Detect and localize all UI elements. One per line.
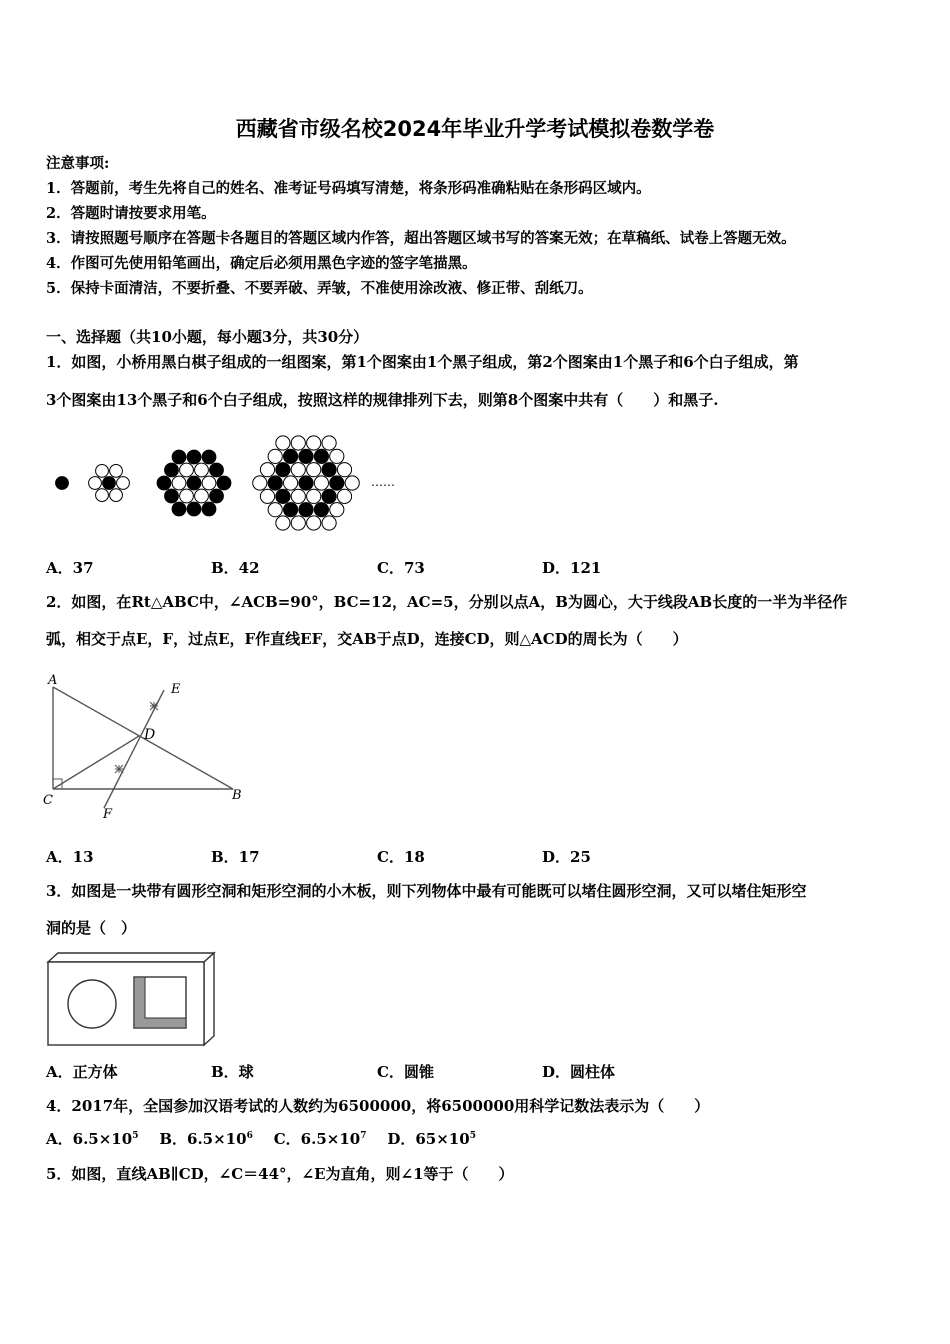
- white-stone: [195, 489, 209, 503]
- black-stone: [187, 502, 201, 516]
- white-stone: [314, 476, 328, 490]
- q1-option-b[interactable]: B．42: [211, 559, 260, 577]
- label-c: C: [43, 793, 53, 808]
- white-stone: [202, 476, 216, 490]
- q3-wooden-board-figure: [44, 950, 220, 1050]
- black-stone: [322, 463, 336, 477]
- note-item: 5．保持卡面清洁，不要折叠、不要弄破、弄皱，不准使用涂改液、修正带、刮纸刀。: [46, 280, 593, 297]
- white-stone: [291, 463, 305, 477]
- note-item: 4．作图可先使用铅笔画出，确定后必须用黑色字迹的签字笔描黑。: [46, 255, 477, 272]
- white-stone: [307, 463, 321, 477]
- note-item: 3．请按照题号顺序在答题卡各题目的答题区域内作答，超出答题区域书写的答案无效；在草稿纸、试卷上答题无效。: [46, 230, 796, 247]
- black-stone: [157, 476, 171, 490]
- label-d: D: [144, 727, 156, 743]
- black-stone: [284, 449, 298, 463]
- pattern-2: [89, 464, 130, 501]
- q2-text-line2: 弧，相交于点E，F，过点E，F作直线EF，交AB于点D，连接CD，则△ACD的周长为（ ）: [46, 630, 688, 648]
- white-stone: [268, 503, 282, 517]
- white-stone: [330, 503, 344, 517]
- black-stone: [202, 450, 216, 464]
- white-stone: [110, 489, 123, 502]
- pattern-1: [56, 477, 69, 490]
- white-stone: [195, 463, 209, 477]
- white-stone: [337, 463, 351, 477]
- black-stone: [268, 476, 282, 490]
- q4-option-d[interactable]: D．$65\times 10^5$: [387, 1130, 476, 1148]
- q1-option-a[interactable]: A．37: [46, 559, 94, 577]
- white-stone: [322, 436, 336, 450]
- note-item: 2．答题时请按要求用笔。: [46, 205, 216, 222]
- q4-text: 4．2017年，全国参加汉语考试的人数约为6500000，将6500000用科学记数法表示为（ ）: [46, 1097, 710, 1115]
- white-stone: [110, 464, 123, 477]
- white-stone: [268, 449, 282, 463]
- white-stone: [291, 489, 305, 503]
- white-stone: [276, 436, 290, 450]
- white-stone: [172, 476, 186, 490]
- q3-text-line2: 洞的是（ ）: [46, 919, 137, 937]
- q1-chess-pattern-figure: [40, 428, 410, 533]
- label-a: A: [48, 673, 58, 688]
- white-stone: [345, 476, 359, 490]
- black-stone: [172, 502, 186, 516]
- label-e: E: [171, 682, 181, 697]
- q1-ellipsis: ……: [371, 475, 395, 489]
- white-stone: [322, 516, 336, 530]
- q3-option-d[interactable]: D．圆柱体: [542, 1063, 616, 1081]
- q1-option-d[interactable]: D．121: [542, 559, 602, 577]
- black-stone: [172, 450, 186, 464]
- pattern-4: [253, 436, 360, 530]
- black-stone: [217, 476, 231, 490]
- black-stone: [202, 502, 216, 516]
- white-stone: [291, 516, 305, 530]
- white-stone: [284, 476, 298, 490]
- black-stone: [299, 449, 313, 463]
- q3-option-b[interactable]: B．球: [211, 1063, 254, 1081]
- black-stone: [56, 477, 69, 490]
- black-stone: [103, 477, 116, 490]
- black-stone: [187, 476, 201, 490]
- q3-option-a[interactable]: A．正方体: [46, 1063, 118, 1081]
- label-b: B: [232, 788, 242, 803]
- black-stone: [210, 489, 224, 503]
- q4-option-c[interactable]: C．$6.5\times 10^7$: [273, 1130, 367, 1148]
- page-title: 西藏省市级名校2024年毕业升学考试模拟卷数学卷: [235, 117, 715, 141]
- black-stone: [322, 489, 336, 503]
- white-stone: [307, 516, 321, 530]
- white-stone: [330, 449, 344, 463]
- white-stone: [96, 489, 109, 502]
- q2-option-d[interactable]: D．25: [542, 848, 591, 866]
- white-stone: [180, 463, 194, 477]
- white-stone: [260, 463, 274, 477]
- white-stone: [260, 489, 274, 503]
- q4-option-a[interactable]: A．$6.5\times 10^5$: [46, 1130, 139, 1148]
- note-item: 1．答题前，考生先将自己的姓名、准考证号码填写清楚，将条形码准确粘贴在条形码区域内。: [46, 180, 651, 197]
- q1-text-line1: 1．如图，小桥用黑白棋子组成的一组图案，第1个图案由1个黑子组成，第2个图案由1个黑子和6个白子组成，第: [46, 353, 799, 371]
- notes-heading: 注意事项:: [46, 155, 110, 172]
- black-stone: [165, 463, 179, 477]
- white-stone: [276, 516, 290, 530]
- white-stone: [307, 489, 321, 503]
- black-stone: [276, 463, 290, 477]
- black-stone: [210, 463, 224, 477]
- q3-text-line1: 3．如图是一块带有圆形空洞和矩形空洞的小木板，则下列物体中最有可能既可以堵住圆形空洞，又可以堵住矩形空: [46, 882, 807, 900]
- q2-triangle-figure: [40, 668, 260, 828]
- black-stone: [187, 450, 201, 464]
- white-stone: [307, 436, 321, 450]
- black-stone: [165, 489, 179, 503]
- q5-text: 5．如图，直线AB∥CD，∠C＝44°，∠E为直角，则∠1等于（ ）: [46, 1165, 514, 1183]
- circular-hole: [68, 980, 116, 1028]
- q2-option-a[interactable]: A．13: [46, 848, 94, 866]
- white-stone: [117, 477, 130, 490]
- q4-option-b[interactable]: B．$6.5\times 10^6$: [159, 1130, 253, 1148]
- white-stone: [89, 477, 102, 490]
- white-stone: [180, 489, 194, 503]
- q4-options: [46, 1128, 476, 1149]
- q2-text-line1: 2．如图，在Rt△ABC中，∠ACB=90°，BC=12，AC=5，分别以点A，B为圆心，大于线段AB长度的一半为半径作: [46, 593, 848, 611]
- black-stone: [314, 503, 328, 517]
- q1-text-line2: 3个图案由13个黑子和6个白子组成，按照这样的规律排列下去，则第8个图案中共有（ ）和黑子.: [46, 391, 719, 409]
- label-f: F: [103, 807, 113, 822]
- q2-option-b[interactable]: B．17: [211, 848, 260, 866]
- white-stone: [291, 436, 305, 450]
- white-stone: [337, 489, 351, 503]
- black-stone: [299, 476, 313, 490]
- q2-option-c[interactable]: C．18: [377, 848, 425, 866]
- black-stone: [276, 489, 290, 503]
- black-stone: [284, 503, 298, 517]
- q1-option-c[interactable]: C．73: [377, 559, 425, 577]
- black-stone: [330, 476, 344, 490]
- white-stone: [253, 476, 267, 490]
- black-stone: [314, 449, 328, 463]
- q3-option-c[interactable]: C．圆锥: [377, 1063, 434, 1081]
- white-stone: [96, 464, 109, 477]
- section-heading: 一、选择题（共10小题，每小题3分，共30分）: [46, 328, 369, 346]
- pattern-3: [157, 450, 231, 516]
- black-stone: [299, 503, 313, 517]
